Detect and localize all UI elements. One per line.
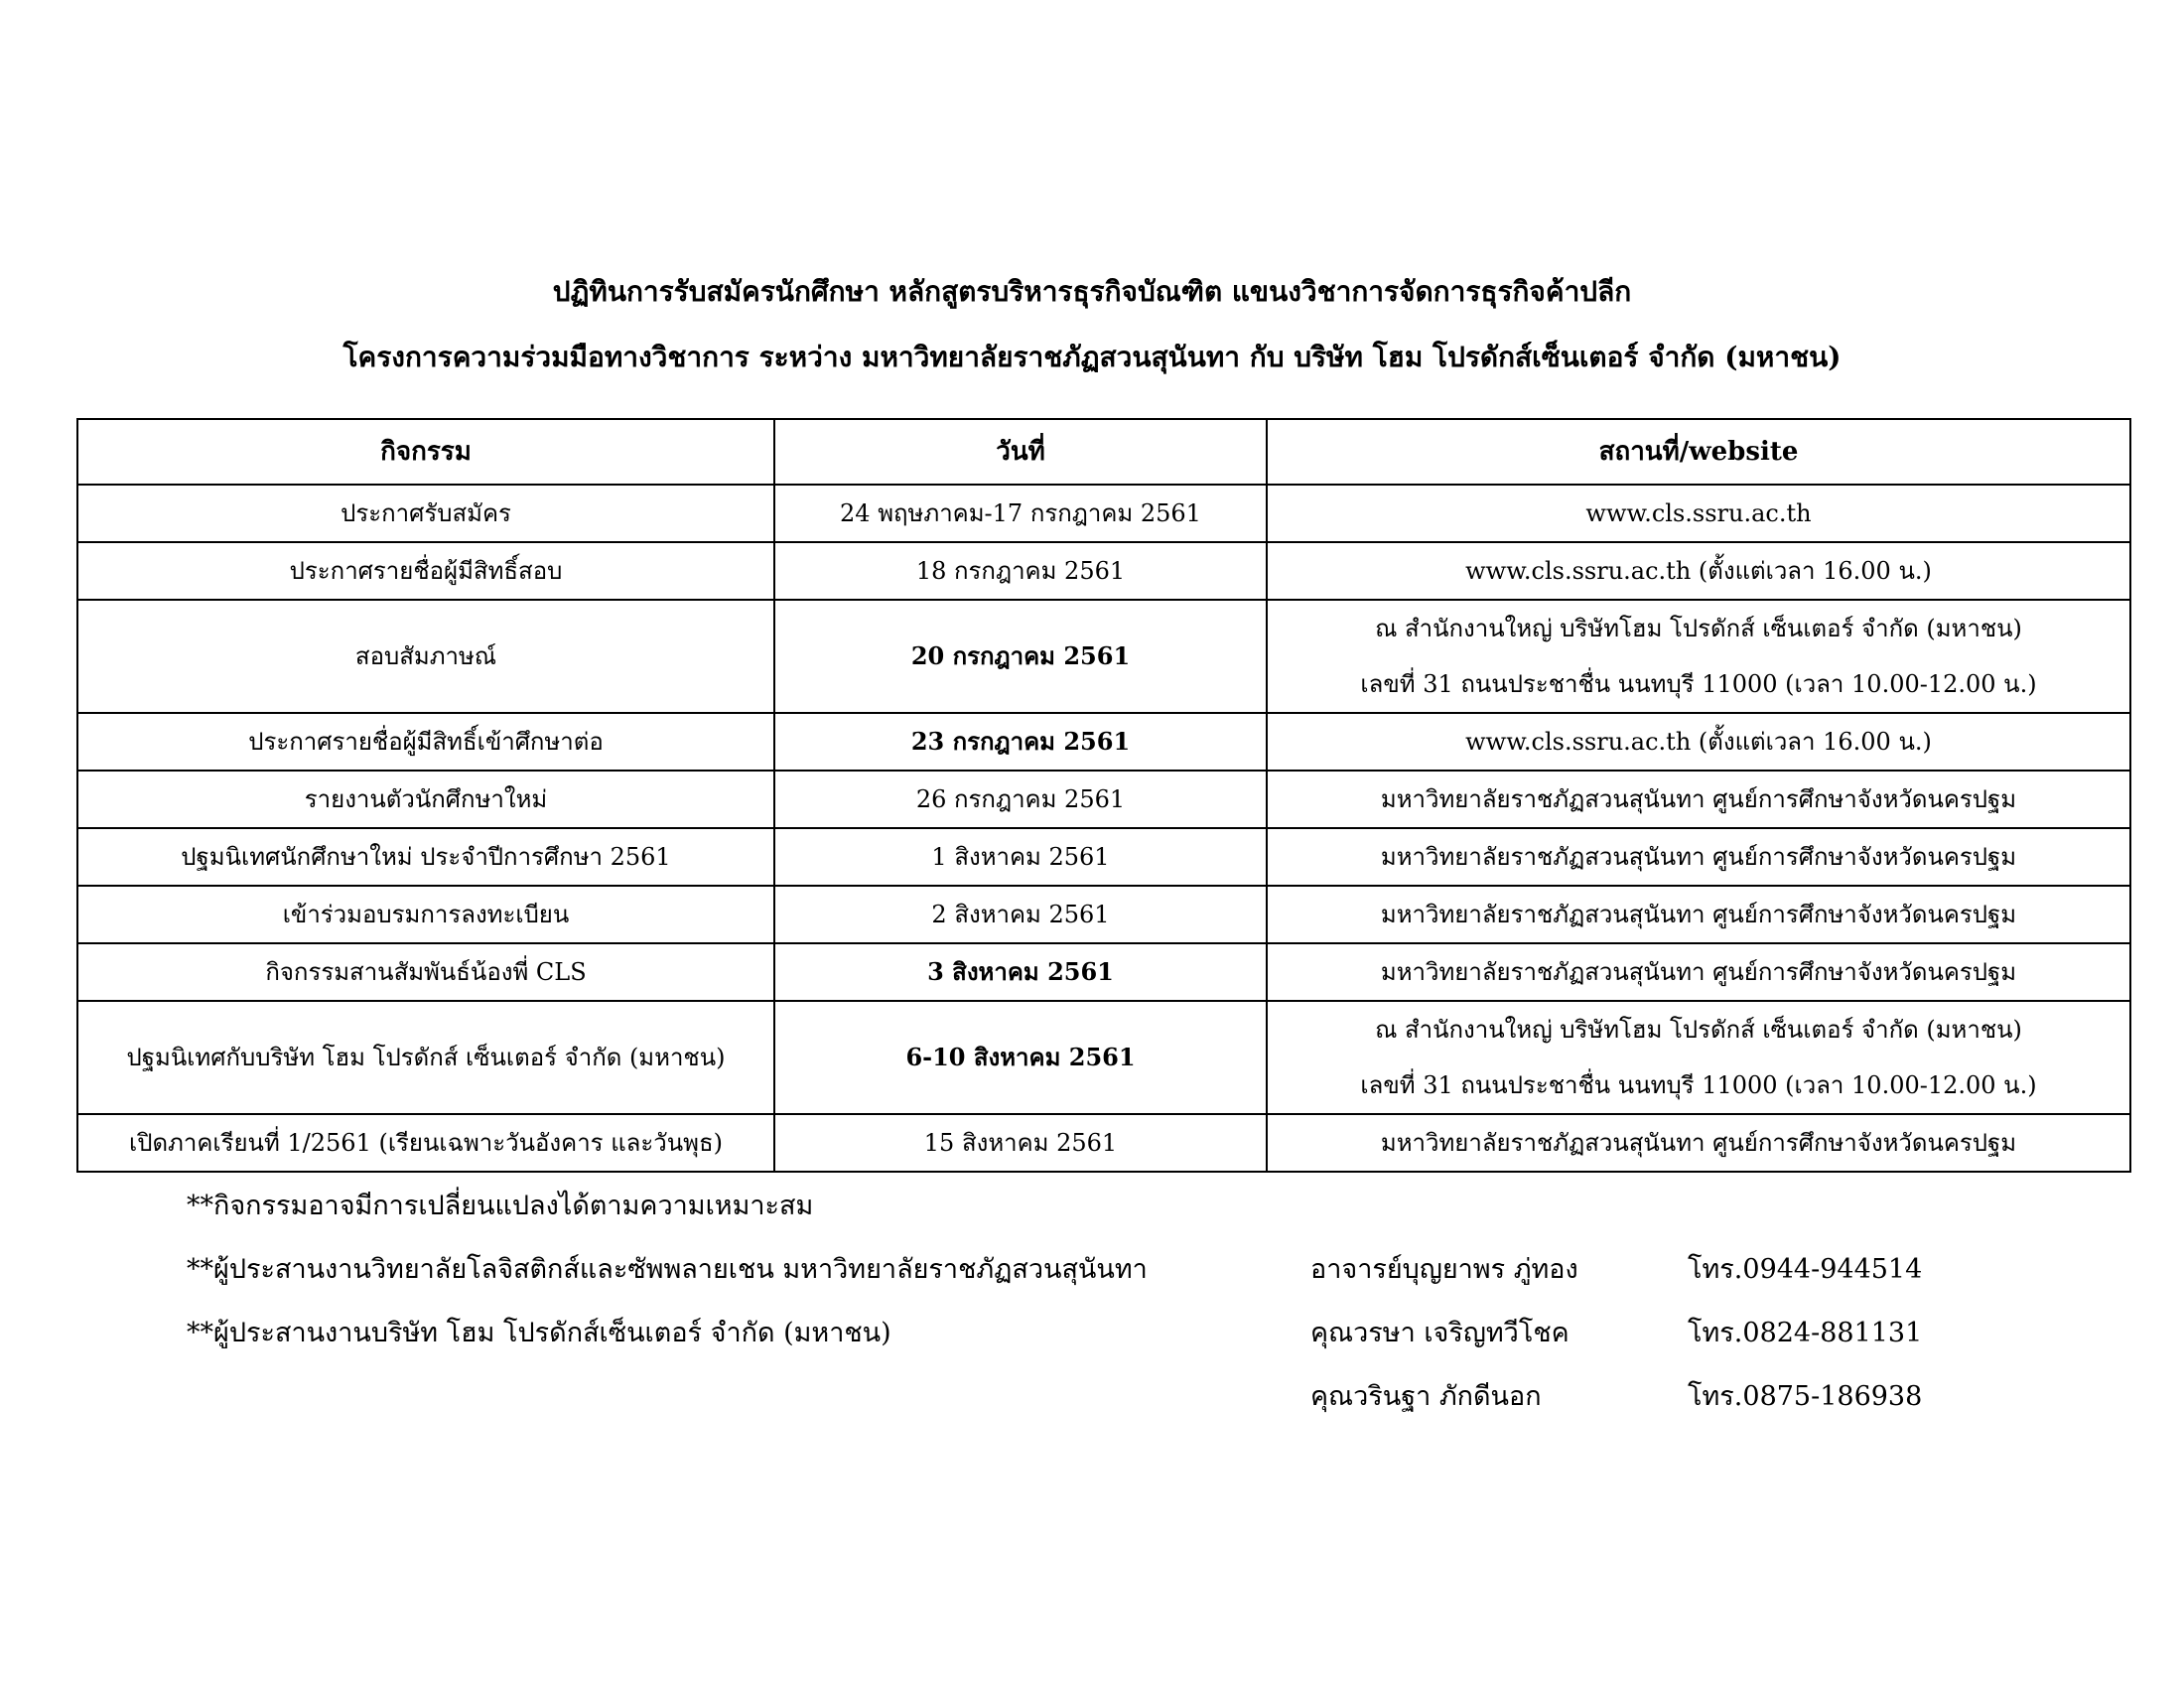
table-row	[77, 771, 2130, 828]
note-university-coordinator: **ผู้ประสานงานวิทยาลัยโลจิสติกส์และซัพพลายเชน มหาวิทยาลัยราชภัฏสวนสุนันทา	[187, 1254, 1148, 1285]
activity-cell: ปฐมนิเทศนักศึกษาใหม่ ประจำปีการศึกษา 2561	[77, 828, 774, 886]
note-company-coordinator: **ผู้ประสานงานบริษัท โฮม โปรดักส์เซ็นเตอร์ จำกัด (มหาชน)	[187, 1318, 891, 1348]
activity-cell: ปฐมนิเทศกับบริษัท โฮม โปรดักส์ เซ็นเตอร์ จำกัด (มหาชน)	[77, 1001, 774, 1114]
date-cell: 15 สิงหาคม 2561	[774, 1114, 1267, 1172]
contact-phone: โทร.0944-944514	[1688, 1254, 1923, 1285]
contact-name: อาจารย์บุญยาพร ภู่ทอง	[1310, 1254, 1578, 1285]
header-activity: กิจกรรม	[77, 419, 774, 485]
header-date: วันที่	[774, 419, 1267, 485]
activity-cell: สอบสัมภาษณ์	[77, 600, 774, 713]
place-line: ณ สำนักงานใหญ่ บริษัทโฮม โปรดักส์ เซ็นเตอร์ จำกัด (มหาชน)	[1375, 1016, 2022, 1044]
activity-cell: ประกาศรายชื่อผู้มีสิทธิ์เข้าศึกษาต่อ	[77, 713, 774, 771]
activity-cell: รายงานตัวนักศึกษาใหม่	[77, 771, 774, 828]
date-cell: 24 พฤษภาคม-17 กรกฎาคม 2561	[774, 485, 1267, 542]
table-row	[77, 713, 2130, 771]
place-cell: มหาวิทยาลัยราชภัฏสวนสุนันทา ศูนย์การศึกษาจังหวัดนครปฐม	[1267, 943, 2130, 1001]
place-cell: มหาวิทยาลัยราชภัฏสวนสุนันทา ศูนย์การศึกษาจังหวัดนครปฐม	[1267, 828, 2130, 886]
table-row	[77, 485, 2130, 542]
date-cell: 3 สิงหาคม 2561	[774, 943, 1267, 1001]
table-header-row	[77, 419, 2130, 485]
contact-phone: โทร.0824-881131	[1688, 1318, 1923, 1348]
date-cell: 6-10 สิงหาคม 2561	[774, 1001, 1267, 1114]
activity-cell: เปิดภาคเรียนที่ 1/2561 (เรียนเฉพาะวันอังคาร และวันพุธ)	[77, 1114, 774, 1172]
table-row	[77, 1114, 2130, 1172]
activity-cell: กิจกรรมสานสัมพันธ์น้องพี่ CLS	[77, 943, 774, 1001]
table-row	[77, 828, 2130, 886]
place-cell: www.cls.ssru.ac.th (ตั้งแต่เวลา 16.00 น.)	[1267, 713, 2130, 771]
activity-cell: เข้าร่วมอบรมการลงทะเบียน	[77, 886, 774, 943]
activity-cell: ประกาศรับสมัคร	[77, 485, 774, 542]
place-cell: มหาวิทยาลัยราชภัฏสวนสุนันทา ศูนย์การศึกษาจังหวัดนครปฐม	[1267, 886, 2130, 943]
place-line: ณ สำนักงานใหญ่ บริษัทโฮม โปรดักส์ เซ็นเตอร์ จำกัด (มหาชน)	[1375, 615, 2022, 642]
table-row	[77, 943, 2130, 1001]
place-line: เลขที่ 31 ถนนประชาชื่น นนทบุรี 11000 (เวลา 10.00-12.00 น.)	[1360, 1071, 2037, 1099]
date-cell: 20 กรกฎาคม 2561	[774, 600, 1267, 713]
document-subtitle: โครงการความร่วมมือทางวิชาการ ระหว่าง มหาวิทยาลัยราชภัฏสวนสุนันทา กับ บริษัท โฮม โปรดักส์เซ็นเตอร์ จำกัด (มหาชน)	[342, 341, 1842, 373]
place-cell: www.cls.ssru.ac.th	[1267, 485, 2130, 542]
date-cell: 18 กรกฎาคม 2561	[774, 542, 1267, 600]
date-cell: 2 สิงหาคม 2561	[774, 886, 1267, 943]
contact-name: คุณวรินฐา ภักดีนอก	[1310, 1381, 1542, 1412]
place-cell	[1267, 1001, 2130, 1114]
table-row	[77, 1001, 2130, 1114]
activity-cell: ประกาศรายชื่อผู้มีสิทธิ์สอบ	[77, 542, 774, 600]
date-cell: 26 กรกฎาคม 2561	[774, 771, 1267, 828]
table-row	[77, 600, 2130, 713]
date-cell: 23 กรกฎาคม 2561	[774, 713, 1267, 771]
place-cell	[1267, 600, 2130, 713]
table-row	[77, 542, 2130, 600]
place-cell: www.cls.ssru.ac.th (ตั้งแต่เวลา 16.00 น.)	[1267, 542, 2130, 600]
place-cell: มหาวิทยาลัยราชภัฏสวนสุนันทา ศูนย์การศึกษาจังหวัดนครปฐม	[1267, 1114, 2130, 1172]
contact-name: คุณวรษา เจริญทวีโชค	[1310, 1318, 1570, 1348]
date-cell: 1 สิงหาคม 2561	[774, 828, 1267, 886]
place-line: เลขที่ 31 ถนนประชาชื่น นนทบุรี 11000 (เวลา 10.00-12.00 น.)	[1360, 670, 2037, 698]
schedule-table	[76, 418, 2131, 1173]
note-change-notice: **กิจกรรมอาจมีการเปลี่ยนแปลงได้ตามความเหมาะสม	[187, 1191, 814, 1221]
document-title: ปฏิทินการรับสมัครนักศึกษา หลักสูตรบริหารธุรกิจบัณฑิต แขนงวิชาการจัดการธุรกิจค้าปลีก	[552, 275, 1632, 308]
place-cell: มหาวิทยาลัยราชภัฏสวนสุนันทา ศูนย์การศึกษาจังหวัดนครปฐม	[1267, 771, 2130, 828]
table-row	[77, 886, 2130, 943]
contact-phone: โทร.0875-186938	[1688, 1381, 1923, 1412]
header-place: สถานที่/website	[1267, 419, 2130, 485]
